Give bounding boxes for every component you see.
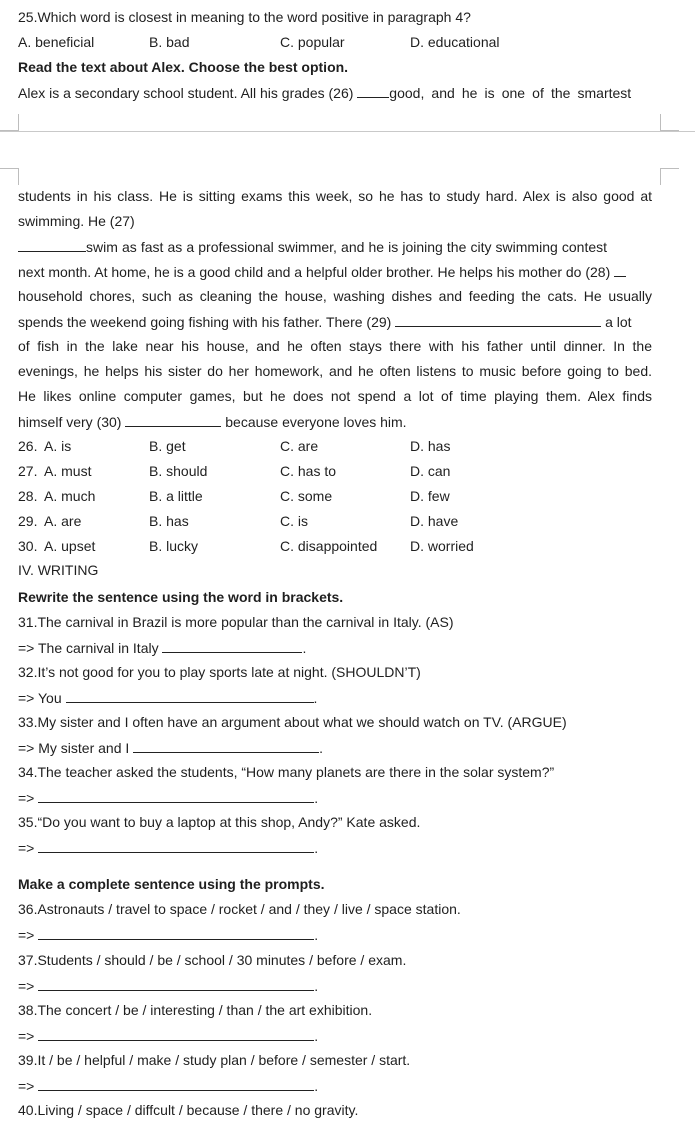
answer-option-d: D. few (410, 488, 450, 504)
passage-text: good, and he is one of the smartest (389, 85, 632, 101)
answer-line-37 (18, 977, 318, 994)
passage-line-10: He likes online computer games, but he does not spend a lot of time playing them. Alex finds (18, 388, 652, 404)
passage-line-6: household chores, such as cleaning the house, washing dishes and feeding the cats. He usually (18, 288, 652, 304)
question-35: 35.“Do you want to buy a laptop at this shop, Andy?” Kate asked. (18, 814, 421, 830)
answer-period: . (314, 978, 319, 994)
passage-text: swim as fast as a professional swimmer, and he is joining the city swimming contest (86, 239, 608, 255)
page-corner-mark (660, 168, 679, 185)
answer-option-a: A. much (44, 488, 96, 504)
answer-prompt: => The carnival in Italy (18, 640, 163, 656)
answer-prompt: => My sister and I (18, 740, 134, 756)
answer-option-b: B. get (149, 438, 186, 454)
answer-option-b: B. has (149, 513, 189, 529)
passage-line-9: evenings, he helps his sister do her homework, and he often listens to music before going to bed. (18, 363, 652, 379)
reading-instruction: Read the text about Alex. Choose the best option. (18, 59, 349, 75)
prompts-instruction: Make a complete sentence using the prompts. (18, 876, 325, 892)
question-33: 33.My sister and I often have an argument about what we should watch on TV. (ARGUE) (18, 714, 567, 730)
answer-option-d: D. has (410, 438, 451, 454)
answer-option-a: A. must (44, 463, 92, 479)
answer-blank[interactable] (38, 1027, 314, 1041)
answer-option-a: A. upset (44, 538, 96, 554)
blank-30[interactable] (125, 413, 221, 427)
answer-period: . (314, 927, 319, 943)
answer-blank[interactable] (38, 839, 314, 853)
passage-text: Alex is a secondary school student. All his grades (26) (18, 85, 358, 101)
question-25: 25.Which word is closest in meaning to the word positive in paragraph 4? (18, 9, 471, 25)
answer-prompt: => (18, 978, 39, 994)
page-corner-mark (0, 114, 19, 131)
answer-blank[interactable] (38, 1077, 314, 1091)
question-31: 31.The carnival in Brazil is more popular than the carnival in Italy. (AS) (18, 614, 454, 630)
answer-blank[interactable] (38, 926, 314, 940)
answer-option-b: B. lucky (149, 538, 199, 554)
answer-option-d: D. have (410, 513, 459, 529)
answer-prompt: => (18, 790, 39, 806)
passage-line-11 (18, 413, 407, 430)
page-divider (0, 131, 695, 132)
passage-text: himself very (30) (18, 414, 126, 430)
answer-option-b: B. should (149, 463, 208, 479)
answer-number: 27. (18, 463, 38, 479)
answer-period: . (314, 1078, 319, 1094)
answer-option-d: D. worried (410, 538, 474, 554)
answer-line-32 (18, 689, 317, 706)
passage-line-1 (18, 84, 652, 101)
answer-line-33 (18, 739, 323, 756)
passage-line-4 (18, 238, 652, 255)
question-37: 37.Students / should / be / school / 30 minutes / before / exam. (18, 952, 407, 968)
answer-line-35 (18, 839, 318, 856)
question-34: 34.The teacher asked the students, “How many planets are there in the solar system?” (18, 764, 555, 780)
answer-number: 26. (18, 438, 38, 454)
answer-blank[interactable] (133, 739, 319, 753)
passage-line-3: swimming. He (27) (18, 213, 135, 229)
passage-text: a lot (601, 314, 632, 330)
passage-line-8: of fish in the lake near his house, and he often stays there with his father until dinner. In the (18, 338, 652, 354)
blank-27[interactable] (18, 238, 86, 252)
answer-line-34 (18, 789, 318, 806)
answer-option-a: A. are (44, 513, 82, 529)
answer-period: . (314, 840, 319, 856)
writing-heading: IV. WRITING (18, 562, 99, 578)
passage-line-7 (18, 313, 652, 330)
answer-period: . (314, 790, 319, 806)
answer-period: . (319, 740, 324, 756)
answer-option-d: D. can (410, 463, 451, 479)
answer-line-31 (18, 639, 306, 656)
answer-prompt: => (18, 1078, 39, 1094)
rewrite-instruction: Rewrite the sentence using the word in brackets. (18, 589, 344, 605)
question-32: 32.It’s not good for you to play sports late at night. (SHOULDN’T) (18, 664, 421, 680)
question-36: 36.Astronauts / travel to space / rocket / and / they / live / space station. (18, 901, 461, 917)
answer-blank[interactable] (162, 639, 302, 653)
page-corner-mark (0, 168, 19, 185)
blank-29[interactable] (395, 313, 601, 327)
answer-prompt: => (18, 927, 39, 943)
passage-text: because everyone loves him. (221, 414, 407, 430)
passage-line-2: students in his class. He is sitting exams this week, so he has to study hard. Alex is also good at (18, 188, 652, 204)
answer-prompt: => (18, 840, 39, 856)
answer-blank[interactable] (66, 689, 314, 703)
question-40: 40.Living / space / diffcult / because / there / no gravity. (18, 1102, 359, 1118)
answer-option-b: B. a little (149, 488, 203, 504)
question-39: 39.It / be / helpful / make / study plan / before / semester / start. (18, 1052, 411, 1068)
passage-line-5 (18, 263, 652, 280)
answer-option-c: C. disappointed (280, 538, 378, 554)
answer-blank[interactable] (38, 977, 314, 991)
answer-option-c: C. some (280, 488, 333, 504)
answer-option-c: C. are (280, 438, 319, 454)
blank-26[interactable] (357, 84, 389, 98)
passage-text: next month. At home, he is a good child and a helpful older brother. He helps his mother do (28) (18, 264, 615, 280)
question-38: 38.The concert / be / interesting / than / the art exhibition. (18, 1002, 373, 1018)
answer-period: . (314, 1028, 319, 1044)
answer-line-38 (18, 1027, 318, 1044)
answer-period: . (313, 690, 318, 706)
answer-number: 29. (18, 513, 38, 529)
answer-line-39 (18, 1077, 318, 1094)
answer-line-36 (18, 926, 318, 943)
q25-option-d: D. educational (410, 34, 500, 50)
answer-number: 28. (18, 488, 38, 504)
answer-prompt: => (18, 1028, 39, 1044)
answer-prompt: => You (18, 690, 66, 706)
passage-text: spends the weekend going fishing with his father. There (29) (18, 314, 396, 330)
answer-period: . (302, 640, 307, 656)
answer-option-c: C. is (280, 513, 308, 529)
answer-option-a: A. is (44, 438, 72, 454)
page-corner-mark (660, 114, 679, 131)
answer-number: 30. (18, 538, 38, 554)
q25-option-a: A. beneficial (18, 34, 95, 50)
q25-option-c: C. popular (280, 34, 345, 50)
answer-blank[interactable] (38, 789, 314, 803)
blank-28[interactable] (614, 263, 626, 277)
q25-option-b: B. bad (149, 34, 190, 50)
answer-option-c: C. has to (280, 463, 337, 479)
